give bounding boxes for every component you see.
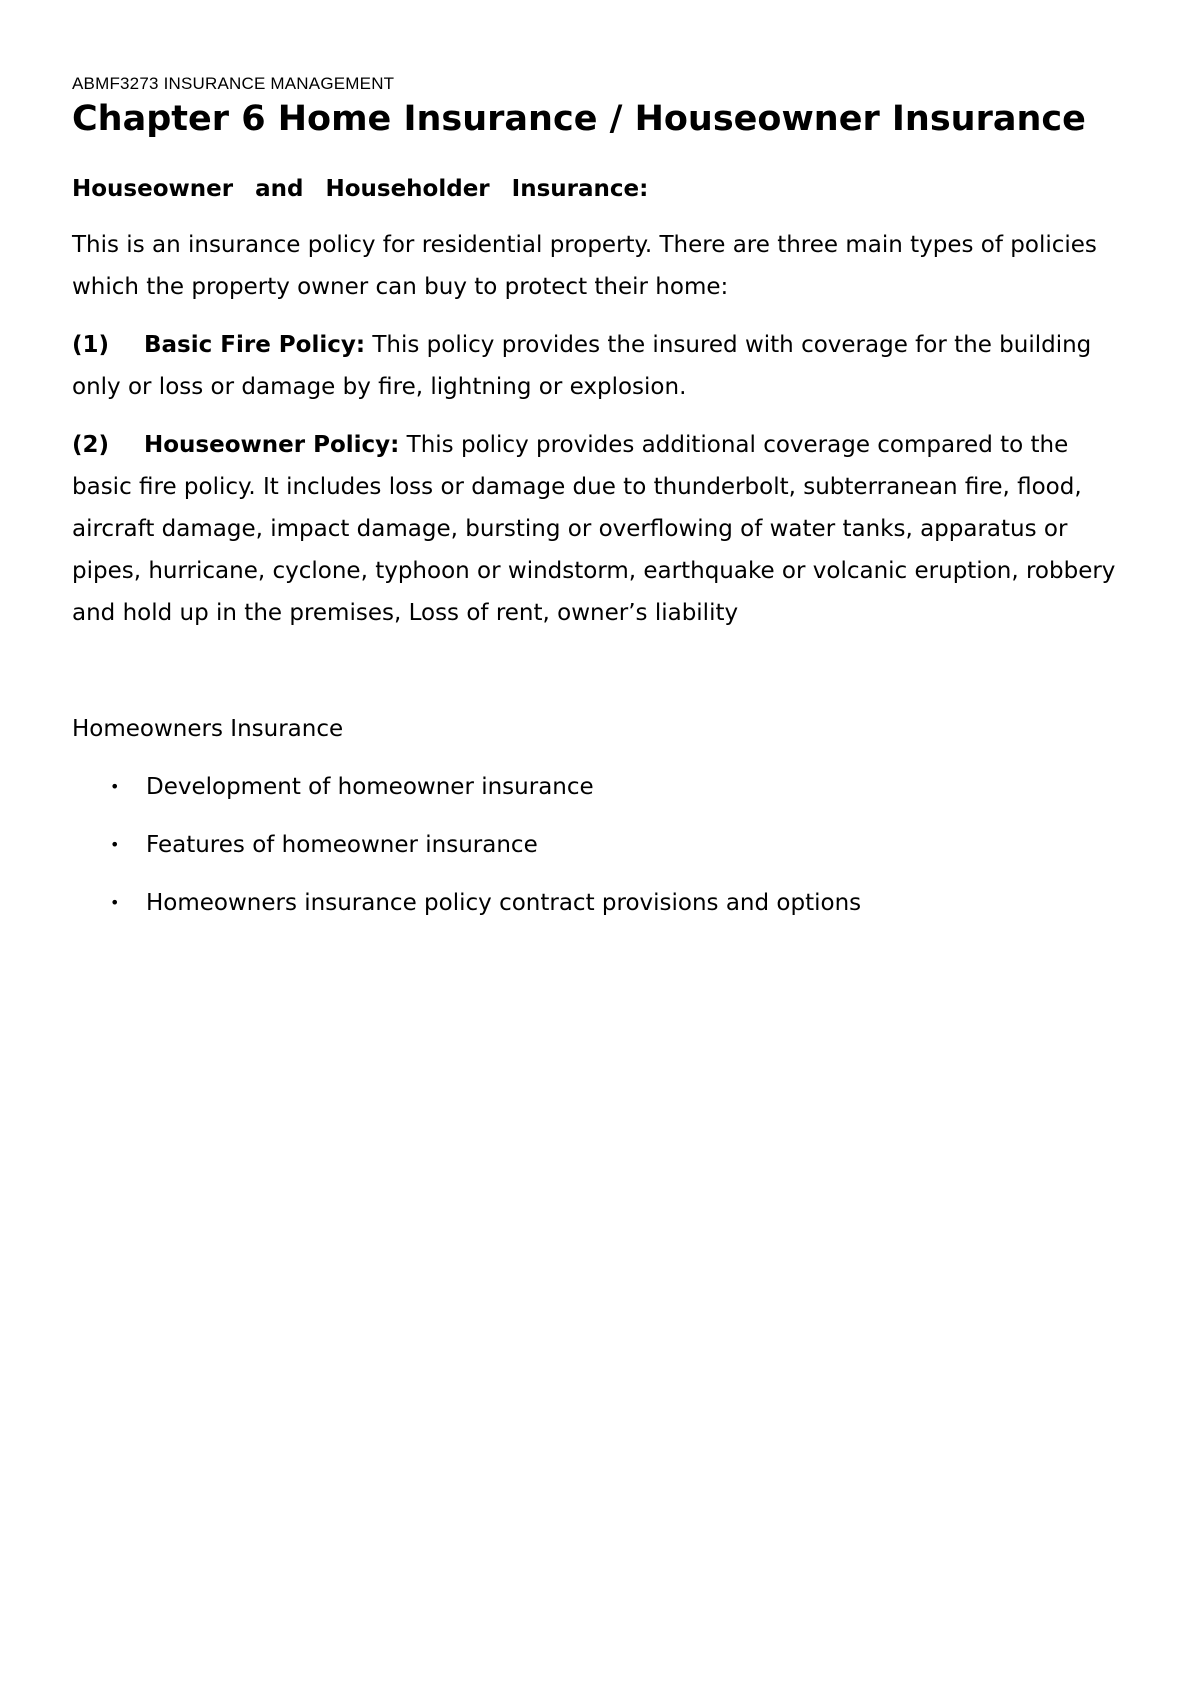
course-code: ABMF3273 INSURANCE MANAGEMENT — [72, 74, 395, 93]
document-page — [72, 72, 1132, 940]
list-item-text: Homeowners insurance policy contract provisions and options — [146, 890, 862, 916]
blank-spacer — [72, 650, 1132, 708]
list-item-text: Development of homeowner insurance — [146, 774, 594, 800]
homeowners-topic-list — [72, 766, 1132, 924]
intro-paragraph: This is an insurance policy for residential property. There are three main types of policies which the property owner can buy to protect their home: — [72, 232, 1097, 300]
list-item — [72, 766, 1132, 808]
policy-description: This policy provides the insured with coverage for the building only or loss or damage by fire, lightning or explosion. — [72, 332, 1092, 400]
document-body — [72, 168, 1132, 924]
bullet-icon: • — [110, 893, 120, 912]
policy-name: Houseowner Policy: — [144, 432, 400, 458]
policy-number: (1) — [72, 332, 110, 358]
homeowners-heading: Homeowners Insurance — [72, 716, 344, 742]
chapter-title: Chapter 6 Home Insurance / Houseowner Insurance — [72, 99, 1086, 139]
list-item — [72, 824, 1132, 866]
policy-item-2 — [72, 424, 1132, 634]
policy-item-1 — [72, 324, 1132, 408]
policy-description: This policy provides additional coverage compared to the basic fire policy. It includes loss or damage due to thunderbolt, subterranean fire, flood, aircraft damage, impact damage, bursting or overflowing of water tanks, apparatus or pipes, hurricane, cyclone, typhoon or windstorm, earthquake or volcanic eruption, robbery and hold up in the premises, Loss of rent, owner’s liability — [72, 432, 1116, 626]
list-item — [72, 882, 1132, 924]
list-item-text: Features of homeowner insurance — [146, 832, 538, 858]
section-heading: Houseowner and Householder Insurance: — [72, 176, 649, 202]
policy-name: Basic Fire Policy: — [144, 332, 366, 358]
bullet-icon: • — [110, 777, 120, 796]
bullet-icon: • — [110, 835, 120, 854]
policy-number: (2) — [72, 432, 110, 458]
